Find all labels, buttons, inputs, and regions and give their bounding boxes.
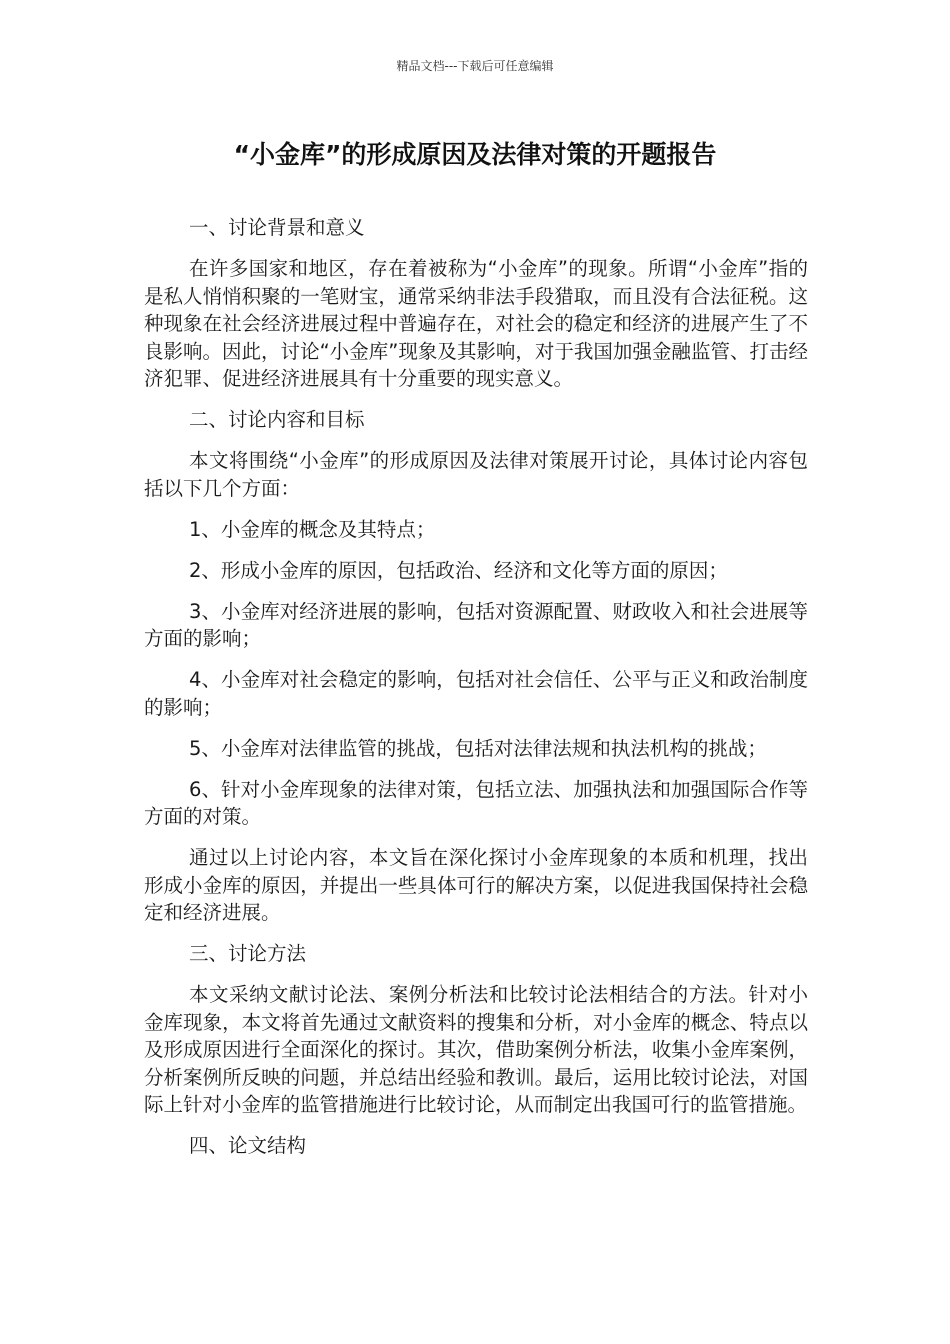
section-heading-background: 一、讨论背景和意义: [189, 216, 365, 239]
document-body: [144, 214, 808, 1173]
list-item: 1、小金库的概念及其特点；: [189, 517, 436, 541]
list-item: 2、形成小金库的原因，包括政治、经济和文化等方面的原因；: [189, 558, 728, 582]
paragraph-methods: 本文采纳文献讨论法、案例分析法和比较讨论法相结合的方法。针对小金库现象，本文将首先通过文献资料的搜集和分析，对小金库的概念、特点以及形成原因进行全面深化的探讨。其次，借助案例分析法，收集小金库案例，分析案例所反映的问题，并总结出经验和教训。最后，运用比较讨论法，对国际上针对小金库的监管措施进行比较讨论，从而制定出我国可行的监管措施。: [144, 983, 808, 1116]
section-heading-methods: 三、讨论方法: [189, 942, 307, 965]
paragraph-background: 在许多国家和地区，存在着被称为“小金库”的现象。所谓“小金库”指的是私人悄悄积聚的一笔财宝，通常采纳非法手段猎取，而且没有合法征税。这种现象在社会经济进展过程中普遍存在，对社会的稳定和经济的进展产生了不良影响。因此，讨论“小金库”现象及其影响，对于我国加强金融监管、打击经济犯罪、促进经济进展具有十分重要的现实意义。: [144, 257, 808, 390]
list-item: 3、小金库对经济进展的影响，包括对资源配置、财政收入和社会进展等方面的影响；: [144, 599, 808, 650]
paragraph-content-summary: 通过以上讨论内容，本文旨在深化探讨小金库现象的本质和机理，找出形成小金库的原因，并提出一些具体可行的解决方案，以促进我国保持社会稳定和经济进展。: [144, 846, 808, 924]
document-title: “小金库”的形成原因及法律对策的开题报告: [233, 140, 717, 169]
section-heading-content: 二、讨论内容和目标: [189, 408, 365, 431]
section-heading-structure: 四、论文结构: [189, 1134, 307, 1157]
page-header: 精品文档---下载后可任意编辑: [396, 59, 554, 73]
paragraph-content-intro: 本文将围绕“小金库”的形成原因及法律对策展开讨论，具体讨论内容包括以下几个方面：: [144, 449, 808, 500]
list-item: 4、小金库对社会稳定的影响，包括对社会信任、公平与正义和政治制度的影响；: [144, 668, 808, 719]
list-item: 6、针对小金库现象的法律对策，包括立法、加强执法和加强国际合作等方面的对策。: [144, 777, 808, 828]
list-item: 5、小金库对法律监管的挑战，包括对法律法规和执法机构的挑战；: [189, 736, 767, 760]
